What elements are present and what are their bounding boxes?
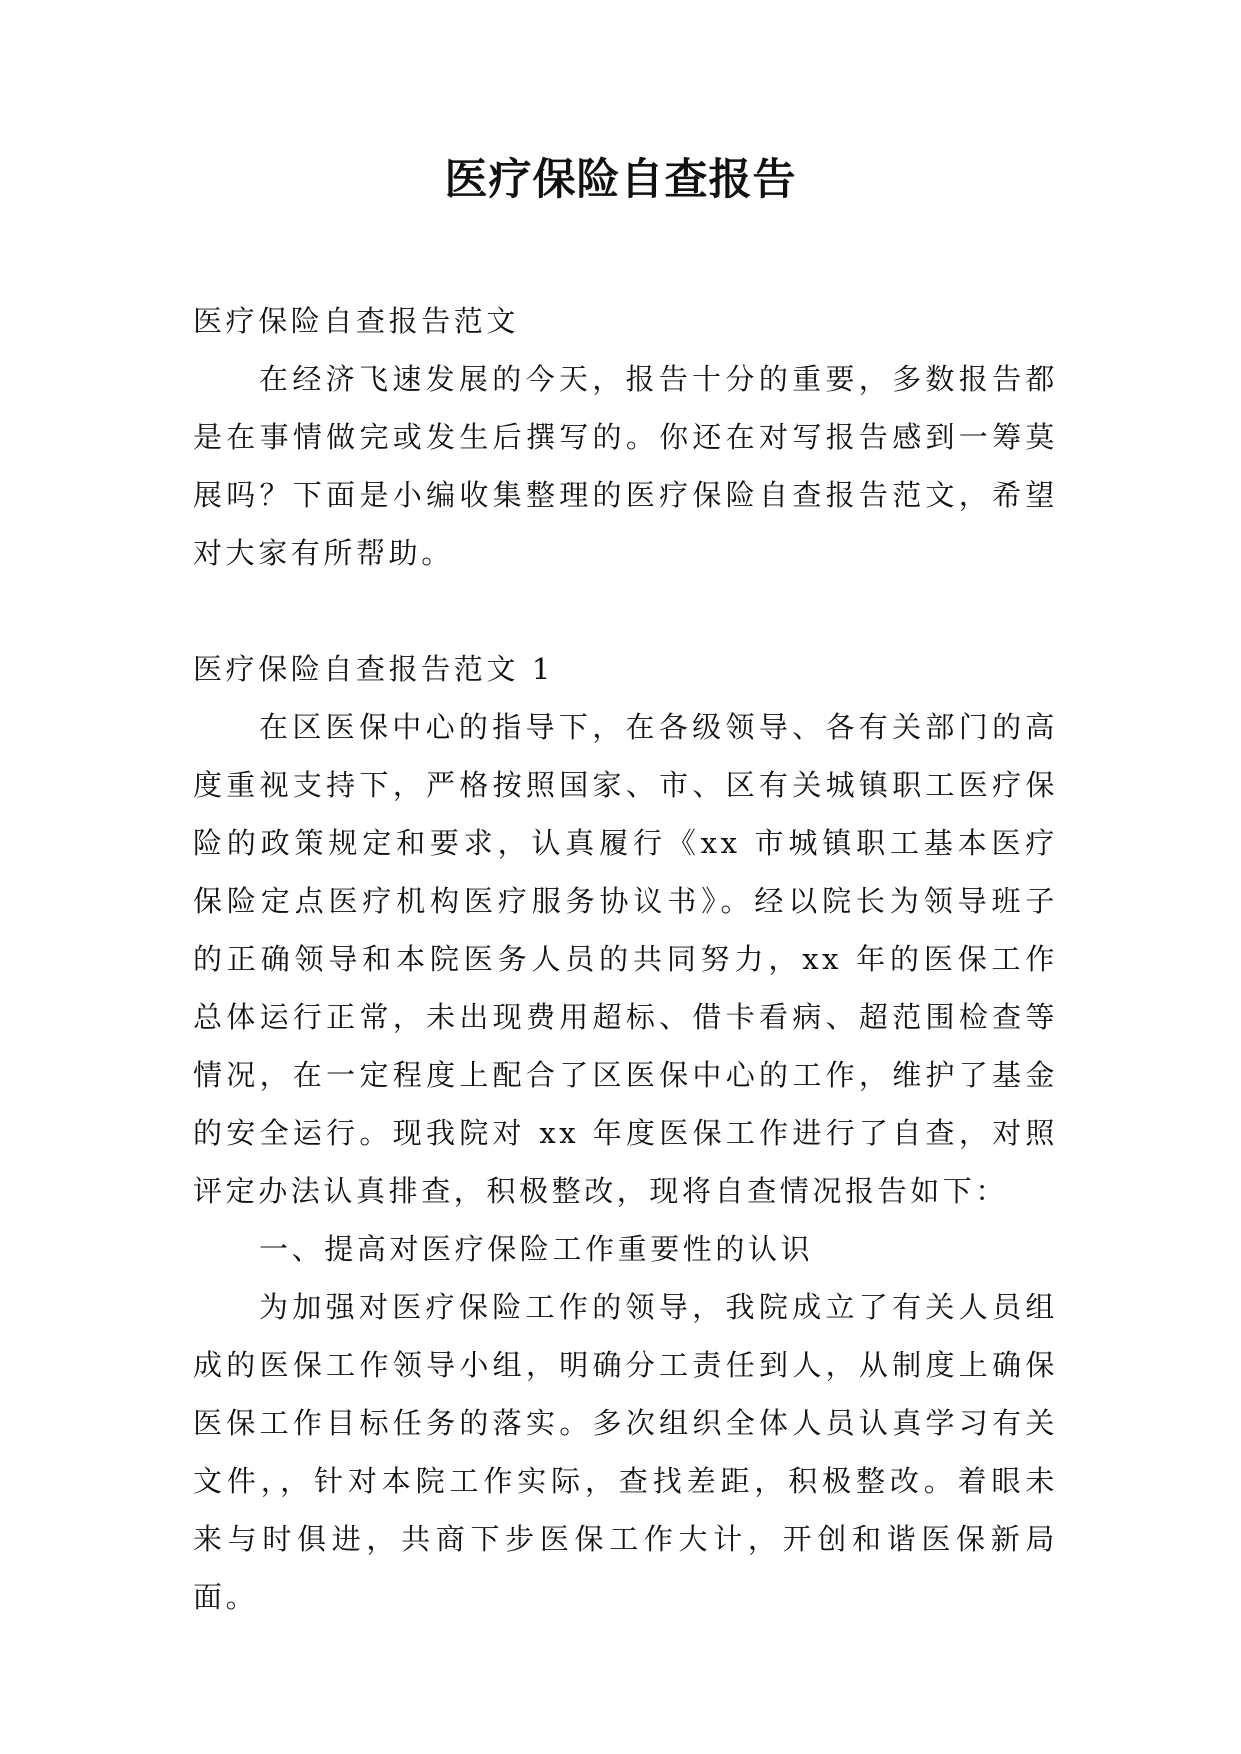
body-paragraph: 在区医保中心的指导下，在各级领导、各有关部门的高度重视支持下，严格按照国家、市、区有关城镇职工医疗保险的政策规定和要求，认真履行《xx 市城镇职工基本医疗保险定点医疗机构医疗服务协议书》。经以院长为领导班子的正确领导和本院医务人员的共同努力，xx 年的医保工作总体运行正常，未出现费用超标、借卡看病、超范围检查等情况，在一定程度上配合了区医保中心的工作，维护了基金的安全运行。现我院对 xx 年度医保工作进行了自查，对照评定办法认真排查，积极整改，现将自查情况报告如下： [193,710,1058,1208]
paragraph-spacer [193,582,1058,640]
subtitle: 医疗保险自查报告范文 [193,304,520,338]
document-body [193,292,1058,1626]
document-title: 医疗保险自查报告 [444,155,797,205]
body-paragraph: 为加强对医疗保险工作的领导，我院成立了有关人员组成的医保工作领导小组，明确分工责任到人，从制度上确保医保工作目标任务的落实。多次组织全体人员认真学习有关文件，，针对本院工作实际，查找差距，积极整改。着眼未来与时俱进，共商下步医保工作大计，开创和谐医保新局面。 [193,1290,1058,1614]
subheading: 一、提高对医疗保险工作重要性的认识 [259,1232,814,1266]
intro-paragraph: 在经济飞速发展的今天，报告十分的重要，多数报告都是在事情做完或发生后撰写的。你还在对写报告感到一筹莫展吗？下面是小编收集整理的医疗保险自查报告范文，希望对大家有所帮助。 [193,362,1058,570]
section-heading: 医疗保险自查报告范文 1 [193,652,554,686]
